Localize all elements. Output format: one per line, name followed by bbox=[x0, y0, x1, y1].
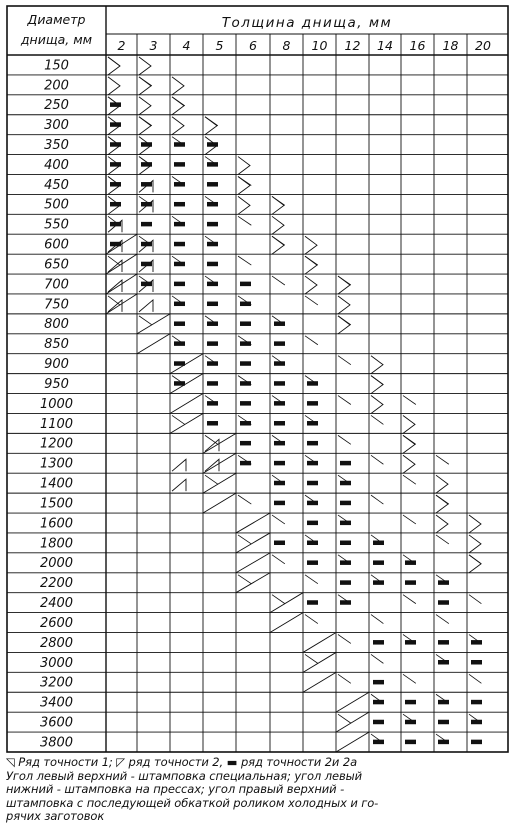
diagonal-mark bbox=[338, 435, 351, 444]
accuracy-class-2a-mark bbox=[141, 242, 152, 247]
accuracy-class-2a-mark bbox=[207, 262, 218, 267]
legend-line-5: рячих заготовок bbox=[6, 809, 105, 824]
accuracy-class-1-mark bbox=[272, 196, 284, 214]
accuracy-class-2a-mark bbox=[438, 580, 449, 585]
accuracy-class-2a-mark bbox=[274, 381, 285, 386]
diagonal-mark bbox=[338, 396, 351, 405]
accuracy-class-2a-mark bbox=[207, 282, 218, 287]
diameter-label: 2400 bbox=[39, 596, 74, 612]
diagonal-mark bbox=[338, 674, 351, 683]
accuracy-class-2a-mark bbox=[141, 162, 152, 167]
accuracy-class-2a-mark bbox=[405, 700, 416, 705]
diagonal-mark bbox=[272, 276, 285, 285]
accuracy-class-2a-mark bbox=[405, 740, 416, 745]
accuracy-class-2-mark bbox=[108, 300, 122, 312]
accuracy-class-1-mark bbox=[172, 97, 184, 115]
accuracy-class-2a-mark bbox=[471, 660, 482, 665]
thickness-header: 4 bbox=[182, 38, 191, 53]
diagonal-mark bbox=[403, 475, 416, 484]
staircase-edge bbox=[137, 334, 170, 354]
accuracy-class-2a-mark bbox=[240, 361, 251, 366]
staircase-edge bbox=[336, 712, 369, 732]
diameter-label: 1400 bbox=[39, 476, 74, 492]
accuracy-class-2a-mark bbox=[307, 401, 318, 406]
accuracy-class-1-mark bbox=[139, 97, 151, 115]
staircase-edge bbox=[236, 513, 270, 533]
accuracy-class-2a-mark bbox=[373, 640, 384, 645]
accuracy-class-1-mark bbox=[172, 117, 184, 135]
accuracy-class-2a-mark bbox=[373, 700, 384, 705]
diagonal-mark bbox=[403, 515, 416, 524]
diagonal-mark bbox=[436, 535, 449, 544]
accuracy-class-2a-mark bbox=[340, 501, 351, 506]
accuracy-class-2a-mark bbox=[174, 262, 185, 267]
accuracy-class-1-mark bbox=[338, 276, 350, 294]
accuracy-class-2a-mark bbox=[274, 441, 285, 446]
accuracy-class-2a-mark bbox=[438, 720, 449, 725]
diameter-label: 600 bbox=[44, 237, 69, 253]
accuracy-class-2a-mark bbox=[373, 580, 384, 585]
diameter-label: 300 bbox=[44, 118, 69, 134]
diagonal-mark bbox=[238, 535, 251, 544]
legend-line-1: ◹ Ряд точности 1; ◸ ряд точности 2, ▬ ряд точности 2и 2а bbox=[6, 755, 358, 769]
accuracy-class-2a-mark bbox=[274, 361, 285, 366]
accuracy-class-2a-mark bbox=[110, 222, 121, 227]
diameter-label: 400 bbox=[44, 157, 69, 173]
staircase-edge bbox=[203, 453, 236, 473]
diagonal-mark bbox=[436, 455, 449, 464]
staircase-edge bbox=[270, 593, 303, 613]
thickness-header: 14 bbox=[377, 38, 393, 53]
staircase-edge bbox=[236, 573, 270, 593]
diameter-label: 1100 bbox=[39, 416, 74, 432]
accuracy-class-2a-mark bbox=[438, 640, 449, 645]
accuracy-class-2a-mark bbox=[340, 600, 351, 605]
accuracy-class-1-mark bbox=[371, 356, 383, 374]
accuracy-class-2a-mark bbox=[274, 421, 285, 426]
staircase-edge bbox=[270, 613, 303, 633]
accuracy-class-1-mark bbox=[403, 455, 415, 473]
accuracy-class-2a-mark bbox=[174, 302, 185, 307]
accuracy-class-2a-mark bbox=[274, 481, 285, 486]
accuracy-class-2a-mark bbox=[471, 740, 482, 745]
diagonal-mark bbox=[139, 316, 152, 325]
accuracy-class-2a-mark bbox=[240, 282, 251, 287]
accuracy-class-1-mark bbox=[436, 475, 448, 493]
staircase-edge bbox=[336, 692, 369, 712]
staircase-edge bbox=[170, 413, 203, 433]
header-top-title: Толщина днища, мм bbox=[221, 15, 393, 31]
accuracy-class-1-mark bbox=[238, 157, 250, 175]
diagonal-mark bbox=[371, 415, 383, 424]
accuracy-class-2a-mark bbox=[207, 222, 218, 227]
accuracy-class-2a-mark bbox=[274, 321, 285, 326]
accuracy-class-2a-mark bbox=[207, 202, 218, 207]
accuracy-class-2a-mark bbox=[207, 302, 218, 307]
accuracy-class-2a-mark bbox=[141, 282, 152, 287]
diameter-label: 2600 bbox=[39, 615, 74, 631]
diagonal-mark bbox=[172, 415, 185, 424]
staircase-edge bbox=[203, 493, 236, 513]
diameter-label: 150 bbox=[44, 58, 69, 74]
diameter-label: 750 bbox=[44, 297, 69, 313]
accuracy-class-2-mark bbox=[172, 459, 186, 471]
staircase-edge bbox=[203, 473, 236, 493]
accuracy-class-2a-mark bbox=[110, 162, 121, 167]
accuracy-class-2a-mark bbox=[307, 560, 318, 565]
diameter-label: 350 bbox=[44, 137, 69, 153]
accuracy-class-2a-mark bbox=[240, 461, 251, 466]
accuracy-class-2a-mark bbox=[110, 122, 121, 127]
accuracy-class-1-mark bbox=[139, 117, 151, 135]
diameter-label: 650 bbox=[44, 257, 69, 273]
accuracy-class-1-mark bbox=[403, 415, 415, 433]
diameter-label: 900 bbox=[44, 357, 69, 373]
accuracy-class-2a-mark bbox=[141, 262, 152, 267]
staircase-edge bbox=[106, 254, 137, 274]
diameter-label: 550 bbox=[44, 217, 69, 233]
legend-line-4: штамповка с последующей обкаткой роликом холодных и го- bbox=[6, 795, 379, 810]
accuracy-class-2a-mark bbox=[174, 222, 185, 227]
diagonal-mark bbox=[371, 654, 383, 663]
accuracy-class-2a-mark bbox=[373, 680, 384, 685]
accuracy-class-2a-mark bbox=[373, 740, 384, 745]
thickness-header: 10 bbox=[311, 38, 328, 53]
accuracy-class-1-mark bbox=[139, 57, 151, 75]
accuracy-class-2a-mark bbox=[340, 521, 351, 526]
staircase-edge bbox=[303, 652, 336, 672]
diameter-label: 2800 bbox=[39, 635, 74, 651]
accuracy-class-2a-mark bbox=[405, 560, 416, 565]
thickness-header: 12 bbox=[344, 38, 361, 53]
accuracy-class-2a-mark bbox=[141, 202, 152, 207]
accuracy-class-2a-mark bbox=[174, 321, 185, 326]
diagonal-mark bbox=[469, 595, 481, 604]
accuracy-class-2a-mark bbox=[307, 501, 318, 506]
accuracy-class-1-mark bbox=[139, 77, 151, 95]
accuracy-class-2a-mark bbox=[471, 640, 482, 645]
diagonal-mark bbox=[238, 495, 251, 504]
accuracy-class-1-mark bbox=[272, 236, 284, 254]
diagonal-mark bbox=[403, 595, 416, 604]
accuracy-class-1-mark bbox=[108, 57, 120, 75]
staircase-edge bbox=[203, 433, 236, 453]
accuracy-class-2a-mark bbox=[207, 361, 218, 366]
accuracy-class-2a-mark bbox=[340, 461, 351, 466]
accuracy-class-1-mark bbox=[305, 236, 317, 254]
accuracy-class-1-mark bbox=[469, 535, 481, 553]
accuracy-class-2a-mark bbox=[207, 142, 218, 147]
accuracy-class-1-mark bbox=[338, 296, 350, 314]
accuracy-class-2a-mark bbox=[438, 600, 449, 605]
accuracy-class-2a-mark bbox=[174, 142, 185, 147]
accuracy-class-2a-mark bbox=[307, 541, 318, 546]
accuracy-class-2a-mark bbox=[110, 102, 121, 107]
accuracy-class-2a-mark bbox=[240, 441, 251, 446]
staircase-edge bbox=[170, 394, 203, 414]
table-border bbox=[7, 6, 508, 752]
accuracy-class-1-mark bbox=[172, 77, 184, 95]
diagonal-mark bbox=[338, 356, 351, 365]
diagonal-mark bbox=[338, 714, 351, 723]
diagonal-mark bbox=[205, 475, 218, 484]
thickness-header: 16 bbox=[409, 38, 426, 53]
accuracy-class-2a-mark bbox=[307, 461, 318, 466]
accuracy-class-2-mark bbox=[108, 280, 122, 292]
accuracy-class-2a-mark bbox=[240, 421, 251, 426]
accuracy-class-2a-mark bbox=[307, 481, 318, 486]
accuracy-class-2a-mark bbox=[207, 321, 218, 326]
thickness-header: 5 bbox=[215, 38, 224, 53]
accuracy-class-2a-mark bbox=[110, 142, 121, 147]
accuracy-class-2a-mark bbox=[207, 381, 218, 386]
diagonal-mark bbox=[305, 575, 318, 584]
staircase-edge bbox=[303, 672, 336, 692]
accuracy-class-2-mark bbox=[172, 479, 186, 491]
thickness-header: 18 bbox=[442, 38, 459, 53]
legend-caption bbox=[6, 756, 512, 824]
accuracy-class-2a-mark bbox=[174, 282, 185, 287]
diameter-label: 1600 bbox=[39, 516, 74, 532]
accuracy-class-2a-mark bbox=[405, 640, 416, 645]
accuracy-class-1-mark bbox=[371, 396, 383, 414]
accuracy-class-2a-mark bbox=[240, 321, 251, 326]
header-left-line2: днища, мм bbox=[20, 32, 93, 47]
accuracy-class-1-mark bbox=[305, 276, 317, 294]
accuracy-class-2a-mark bbox=[307, 600, 318, 605]
accuracy-class-1-mark bbox=[108, 77, 120, 95]
accuracy-class-1-mark bbox=[238, 176, 250, 194]
thickness-header: 6 bbox=[249, 38, 257, 53]
accuracy-class-2a-mark bbox=[471, 720, 482, 725]
accuracy-class-1-mark bbox=[371, 376, 383, 394]
diameter-label: 1300 bbox=[39, 456, 74, 472]
diagonal-mark bbox=[436, 615, 449, 624]
accuracy-class-2a-mark bbox=[207, 341, 218, 346]
legend-line-2: Угол левый верхний - штамповка специальная; угол левый bbox=[6, 768, 362, 783]
accuracy-class-2a-mark bbox=[240, 401, 251, 406]
diagonal-mark bbox=[305, 615, 318, 624]
diameter-label: 950 bbox=[44, 376, 69, 392]
accuracy-class-2a-mark bbox=[110, 182, 121, 187]
accuracy-class-2a-mark bbox=[307, 521, 318, 526]
accuracy-class-2a-mark bbox=[174, 162, 185, 167]
accuracy-class-2a-mark bbox=[207, 421, 218, 426]
accuracy-class-2a-mark bbox=[274, 401, 285, 406]
accuracy-class-1-mark bbox=[469, 515, 481, 533]
accuracy-class-1-mark bbox=[272, 216, 284, 234]
accuracy-class-2a-mark bbox=[240, 302, 251, 307]
diagonal-mark bbox=[272, 515, 285, 524]
diagonal-mark bbox=[272, 595, 285, 604]
diameter-label: 250 bbox=[44, 98, 69, 114]
diagonal-mark bbox=[305, 654, 318, 663]
thickness-header: 3 bbox=[149, 38, 158, 53]
accuracy-class-2-mark bbox=[108, 260, 122, 272]
accuracy-class-2a-mark bbox=[141, 142, 152, 147]
accuracy-class-2a-mark bbox=[438, 700, 449, 705]
accuracy-class-2a-mark bbox=[141, 222, 152, 227]
staircase-edge bbox=[303, 633, 336, 653]
diagonal-mark bbox=[403, 674, 416, 683]
diameter-label: 3800 bbox=[39, 735, 74, 751]
accuracy-class-2a-mark bbox=[373, 720, 384, 725]
accuracy-class-2a-mark bbox=[405, 720, 416, 725]
thickness-header: 2 bbox=[117, 38, 126, 53]
accuracy-class-2a-mark bbox=[207, 162, 218, 167]
diagonal-mark bbox=[238, 216, 251, 225]
thickness-header: 20 bbox=[475, 38, 491, 53]
staircase-edge bbox=[336, 732, 369, 752]
diagonal-mark bbox=[272, 555, 285, 564]
diagonal-mark bbox=[469, 674, 481, 683]
diagonal-mark bbox=[403, 396, 416, 405]
diameter-label: 1000 bbox=[39, 396, 74, 412]
accuracy-class-2a-mark bbox=[373, 541, 384, 546]
accuracy-class-2a-mark bbox=[110, 202, 121, 207]
accuracy-class-2a-mark bbox=[373, 560, 384, 565]
accuracy-class-2a-mark bbox=[405, 580, 416, 585]
diagonal-mark bbox=[371, 615, 383, 624]
accuracy-class-2a-mark bbox=[274, 541, 285, 546]
diameter-label: 450 bbox=[44, 177, 69, 193]
diameter-label: 1500 bbox=[39, 496, 74, 512]
accuracy-class-2-mark bbox=[139, 300, 153, 312]
accuracy-class-2a-mark bbox=[274, 341, 285, 346]
accuracy-class-1-mark bbox=[436, 495, 448, 513]
staircase-edge bbox=[106, 294, 137, 314]
accuracy-class-2a-mark bbox=[141, 182, 152, 187]
accuracy-class-2a-mark bbox=[340, 481, 351, 486]
diameter-label: 3000 bbox=[39, 655, 74, 671]
diagonal-mark bbox=[338, 635, 351, 644]
accuracy-class-1-mark bbox=[305, 256, 317, 274]
diameter-label: 1800 bbox=[39, 536, 74, 552]
diameter-label: 850 bbox=[44, 337, 69, 353]
accuracy-class-1-mark bbox=[469, 555, 481, 573]
accuracy-class-2a-mark bbox=[207, 242, 218, 247]
diameter-label: 800 bbox=[44, 317, 69, 333]
accuracy-class-2a-mark bbox=[174, 242, 185, 247]
diagonal-mark bbox=[238, 256, 251, 265]
accuracy-class-1-mark bbox=[436, 515, 448, 533]
diameter-label: 200 bbox=[44, 78, 69, 94]
staircase-edge bbox=[236, 533, 270, 553]
diameter-label: 2000 bbox=[39, 556, 74, 572]
accuracy-class-2a-mark bbox=[307, 381, 318, 386]
accuracy-class-1-mark bbox=[238, 196, 250, 214]
accuracy-class-2a-mark bbox=[307, 441, 318, 446]
diameter-label: 3200 bbox=[39, 675, 74, 691]
accuracy-class-2a-mark bbox=[174, 202, 185, 207]
accuracy-class-2a-mark bbox=[240, 341, 251, 346]
diameter-label: 700 bbox=[44, 277, 69, 293]
staircase-edge bbox=[236, 553, 270, 573]
diameter-label: 3600 bbox=[39, 715, 74, 731]
diagonal-mark bbox=[371, 455, 383, 464]
diagonal-mark bbox=[238, 575, 251, 584]
accuracy-class-2a-mark bbox=[174, 341, 185, 346]
staircase-edge bbox=[106, 274, 137, 294]
accuracy-class-2a-mark bbox=[307, 421, 318, 426]
header-left-line1: Диаметр bbox=[27, 12, 86, 27]
legend-line-3: нижний - штамповка на прессах; угол правый верхний - bbox=[6, 782, 345, 797]
accuracy-class-2a-mark bbox=[438, 740, 449, 745]
accuracy-class-2a-mark bbox=[340, 560, 351, 565]
accuracy-class-2a-mark bbox=[174, 182, 185, 187]
accuracy-class-2a-mark bbox=[438, 660, 449, 665]
accuracy-class-1-mark bbox=[403, 435, 415, 453]
accuracy-class-2a-mark bbox=[340, 541, 351, 546]
accuracy-class-1-mark bbox=[338, 316, 350, 334]
diagonal-mark bbox=[371, 495, 383, 504]
accuracy-class-2a-mark bbox=[207, 401, 218, 406]
diameter-label: 500 bbox=[44, 197, 69, 213]
staircase-edge bbox=[137, 314, 170, 334]
accuracy-class-2a-mark bbox=[274, 501, 285, 506]
thickness-header: 8 bbox=[282, 38, 291, 53]
diameter-label: 2200 bbox=[39, 576, 74, 592]
accuracy-class-2a-mark bbox=[471, 700, 482, 705]
accuracy-class-2a-mark bbox=[207, 182, 218, 187]
diameter-label: 3400 bbox=[39, 695, 74, 711]
accuracy-class-2a-mark bbox=[274, 461, 285, 466]
accuracy-class-1-mark bbox=[205, 117, 217, 135]
diagonal-mark bbox=[205, 435, 218, 444]
diagonal-mark bbox=[305, 296, 318, 305]
accuracy-class-2a-mark bbox=[240, 381, 251, 386]
diameter-label: 1200 bbox=[39, 436, 74, 452]
accuracy-class-2a-mark bbox=[340, 580, 351, 585]
diagonal-mark bbox=[305, 336, 318, 345]
